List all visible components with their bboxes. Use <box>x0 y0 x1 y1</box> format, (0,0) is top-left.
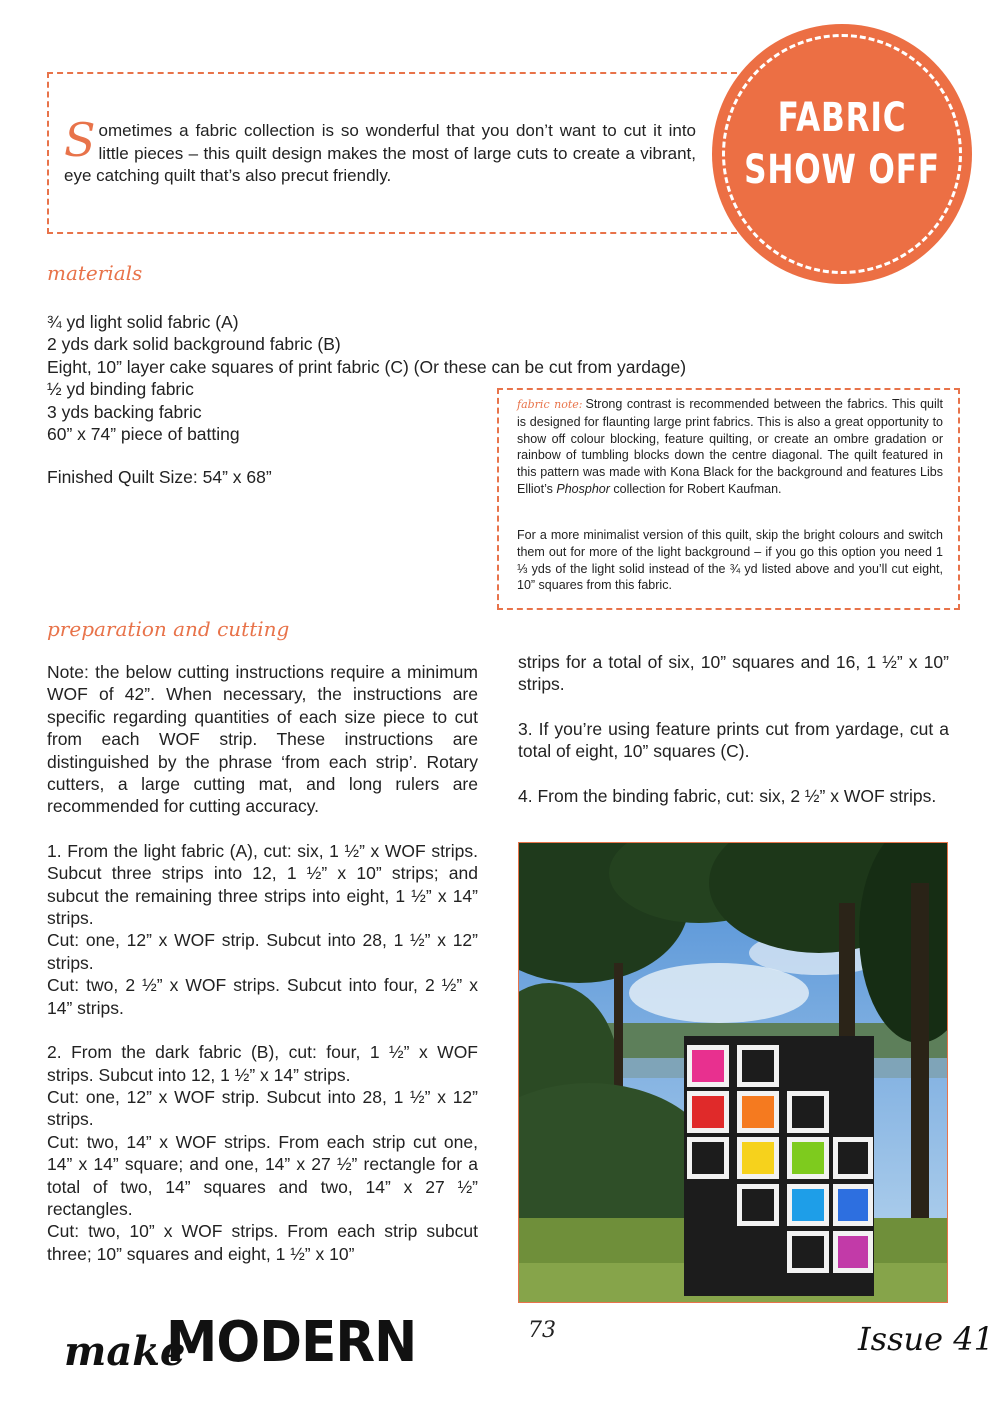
step-2-cut: Cut: two, 10” x WOF strips. From each strip subcut three; 10” squares and eight, 1 ½” x 10” <box>47 1221 478 1264</box>
fabric-note-paragraph-2: For a more minimalist version of this quilt, skip the bright colours and switch them out for more of the light background – if you go this option you need 1 ⅓ yds of the light solid instead of the ¾ yd listed above and you’ll cut eight, 10” squares from this fabric. <box>517 528 943 593</box>
badge-line-2: SHOW OFF <box>744 147 940 193</box>
material-item: Eight, 10” layer cake squares of print fabric (C) (Or these can be cut from yardage) <box>47 356 687 377</box>
material-item: 60” x 74” piece of batting <box>47 424 240 445</box>
material-item: 3 yds backing fabric <box>47 401 202 422</box>
drop-cap: S <box>64 113 96 167</box>
cutting-instructions-right <box>518 651 949 807</box>
material-item: ¾ yd light solid fabric (A) <box>47 312 239 332</box>
step-2: 2. From the dark fabric (B), cut: four, 1 ½” x WOF strips. Subcut into 12, 1 ½” x 14” strips. <box>47 1042 478 1085</box>
page-number: 73 <box>528 1318 556 1343</box>
step-2-continued: strips for a total of six, 10” squares and 16, 1 ½” x 10” strips. <box>518 652 949 695</box>
fabric-show-off-badge <box>712 24 972 284</box>
badge-line-1: FABRIC <box>777 95 907 141</box>
quilt-photo-illustration <box>519 843 948 1303</box>
issue-number: Issue 41 <box>858 1320 994 1358</box>
fabric-note-label: fabric note: <box>517 398 583 411</box>
finished-quilt-size: Finished Quilt Size: 54” x 68” <box>47 467 272 487</box>
cutting-note: Note: the below cutting instructions require a minimum WOF of 42”. When necessary, the instructions are specific regarding quantities of each size piece to cut from each WOF strip. These instructions are distinguished by the phrase ‘from each strip’. Rotary cutters, a large cutting mat, and long rulers are recommended for cutting accuracy. <box>47 662 478 817</box>
material-item: ½ yd binding fabric <box>47 379 194 400</box>
step-4: 4. From the binding fabric, cut: six, 2 ½” x WOF strips. <box>518 785 937 806</box>
step-1-cut: Cut: one, 12” x WOF strip. Subcut into 28, 1 ½” x 12” strips. <box>47 930 478 973</box>
step-2-cut: Cut: one, 12” x WOF strip. Subcut into 28, 1 ½” x 12” strips. <box>47 1086 478 1130</box>
step-1: 1. From the light fabric (A), cut: six, 1 ½” x WOF strips. Subcut three strips into 12, 1 ½” x 10” strips; and subcut the remaining three strips into eight, 1 ½” x 14” strips. <box>47 840 478 929</box>
materials-heading: materials <box>47 261 143 285</box>
logo-make: make <box>64 1328 186 1375</box>
fabric-note-text: Strong contrast is recommended between the fabrics. This quilt is designed for flaunting large print fabrics. This is also a great opportunity to show off colour blocking, feature quilting, or create an ombre gradation or rainbow of tumbling blocks down the centre diagonal. The quilt featured in this pattern was made with Kona Black for the background and features Libs Elliot’s <box>517 397 943 496</box>
fabric-note-text-end: collection for Robert Kaufman. <box>609 481 782 496</box>
quilt <box>684 1036 874 1296</box>
preparation-heading: preparation and cutting <box>47 617 290 641</box>
step-3: 3. If you’re using feature prints cut from yardage, cut a total of eight, 10” squares (C). <box>518 718 949 762</box>
intro-text <box>64 113 696 188</box>
fabric-note-paragraph-1 <box>517 396 943 498</box>
quilt-photo <box>518 842 948 1303</box>
step-2-cut: Cut: two, 14” x WOF strips. From each strip cut one, 14” x 14” square; and one, 14” x 27 ½” rectangle for a total of two, 14” squares and two, 14” x 27 ½” rectangles. <box>47 1131 478 1219</box>
logo-modern: MODERN <box>166 1310 417 1375</box>
badge-title <box>741 92 944 196</box>
material-item: 2 yds dark solid background fabric (B) <box>47 334 341 355</box>
step-1-cut: Cut: two, 2 ½” x WOF strips. Subcut into four, 2 ½” x 14” strips. <box>47 975 478 1018</box>
intro-body: ometimes a fabric collection is so wonderful that you don’t want to cut it into little pieces – this quilt design makes the most of large cuts to create a vibrant, eye catching quilt that’s also precut friendly. <box>64 121 696 185</box>
fabric-note-collection: Phosphor <box>556 481 610 496</box>
cutting-instructions-left <box>47 661 478 1265</box>
